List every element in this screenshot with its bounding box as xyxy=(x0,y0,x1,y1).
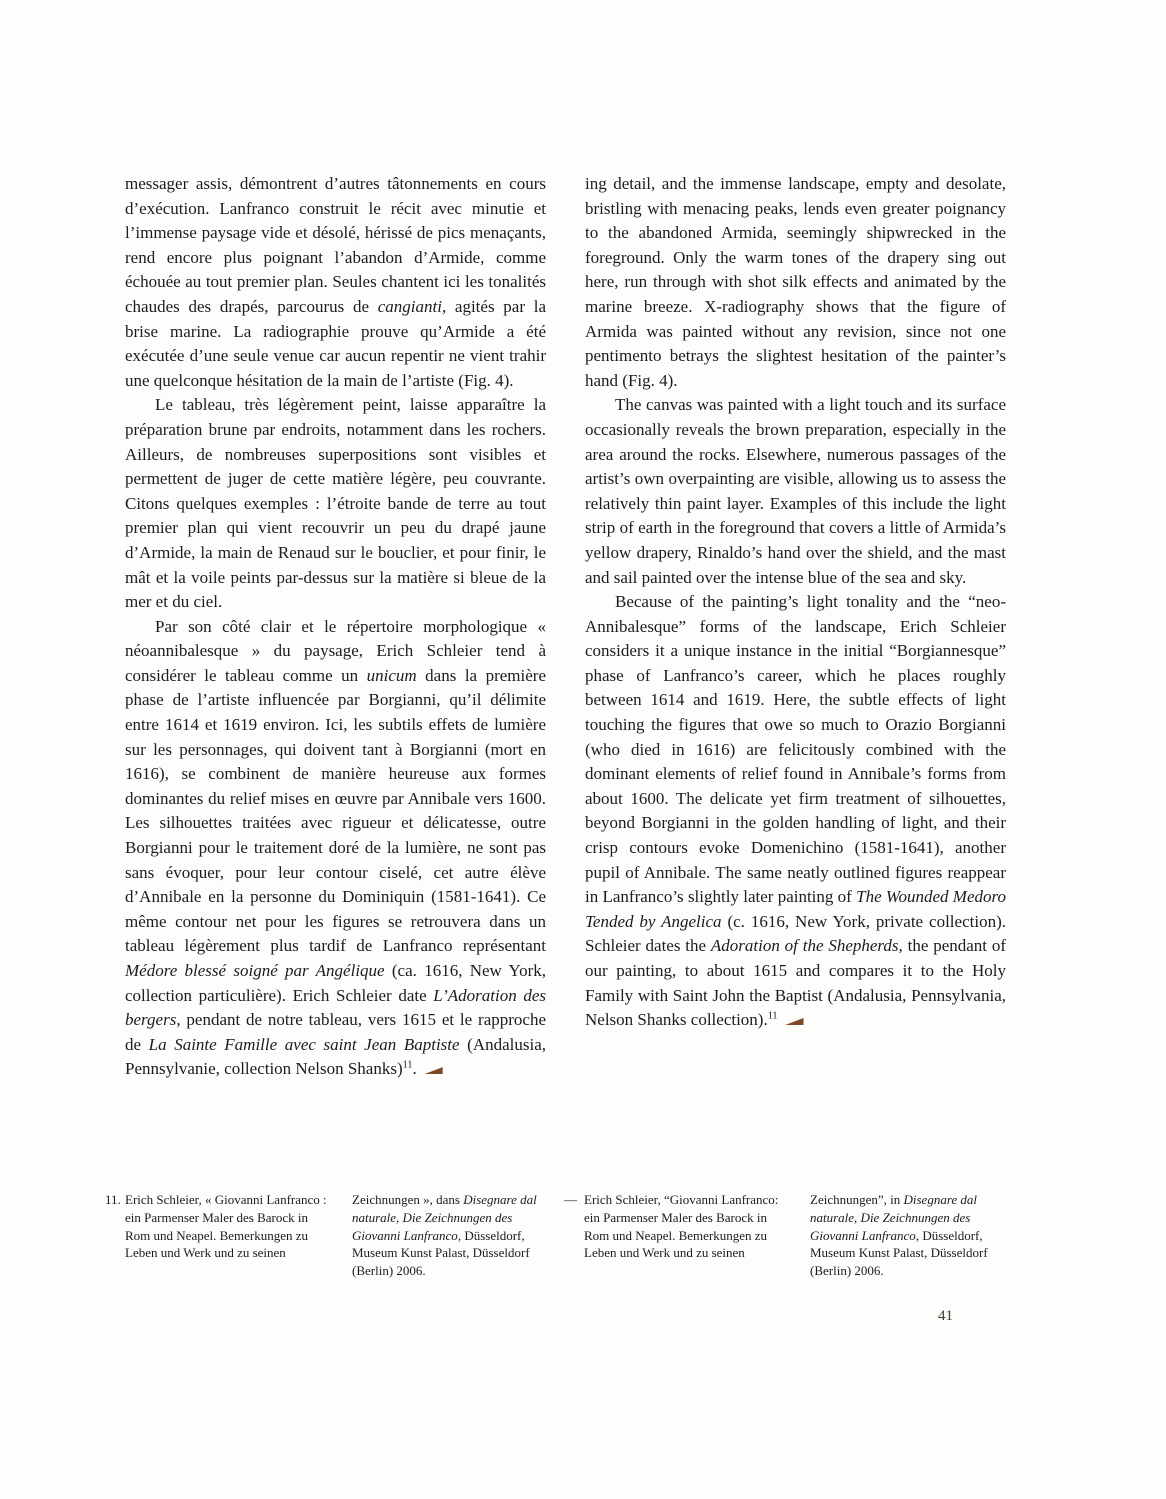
english-text-column xyxy=(585,172,1006,1082)
italic-text-run: La Sainte Famille avec saint Jean Baptiste xyxy=(148,1034,460,1054)
text-run: ing detail, and the immense landscape, empty and desolate, bristling with menacing peaks, lends even greater poignancy to the abandoned Armida, seemingly shipwrecked in the foreground. Only the warm tones of the drapery sing out here, run through with shot silk effects and animated by the marine breeze. X-radiography shows that the figure of Armida was painted without any revision, since not one pentimento betrays the slightest hesitation of the painter’s hand (Fig. 4). xyxy=(585,174,1006,390)
text-run: , agités par la brise marine. La radiographie prouve qu’Armide a été exécutée d’une seule venue car aucun repentir ne vient trahir une quelconque hésitation de la main de l’artiste (Fig. 4). xyxy=(125,296,546,390)
italic-text-run: unicum xyxy=(366,665,417,685)
text-run: Par son côté clair et le répertoire morphologique « néoannibalesque » du paysage, Erich Schleier tend à considérer le tableau comme un xyxy=(125,616,546,685)
italic-text-run: The Wounded Medoro Tended by Angelica xyxy=(585,887,1006,931)
paragraph xyxy=(105,1191,335,1262)
footnote-reference: 11 xyxy=(402,1059,413,1071)
text-run: , pendant de notre tableau, vers 1615 et le rapproche de xyxy=(125,1010,546,1054)
end-of-article-marker-icon xyxy=(424,1066,443,1074)
paragraph xyxy=(585,172,1006,393)
paragraph xyxy=(564,1191,784,1262)
main-text-columns xyxy=(125,172,1006,1082)
text-run: , the pendant of our painting, to about 1615 and compares it to the Holy Family with Saint John the Baptist (Andalusia, Pennsylvania, Nelson Shanks collection). xyxy=(585,936,1006,1030)
text-run: (Andalusia, Pennsylvanie, collection Nelson Shanks) xyxy=(125,1034,547,1079)
italic-text-run: Disegnare dal naturale, Die Zeichnungen des Giovanni Lanfranco xyxy=(352,1192,537,1243)
text-run: (ca. 1616, New York, collection particulière). Erich Schleier date xyxy=(125,961,546,1005)
text-run: messager assis, démontrent d’autres tâtonnements en cours d’exécution. Lanfranco construit le récit avec minutie et l’immense paysage vide et désolé, hérissé de pics menaçants, rend encore plus poignant l’abandon d’Armide, comme échouée au tout premier plan. Seules chantent ici les tonalités chaudes des drapés, parcourus de xyxy=(125,174,546,316)
text-run: . xyxy=(412,1059,417,1079)
text-run: (c. 1616, New York, private collection). Schleier dates the xyxy=(585,911,1006,956)
paragraph xyxy=(125,615,546,1082)
paragraph xyxy=(585,590,1006,1033)
italic-text-run: cangianti xyxy=(377,296,442,316)
footnote-reference: 11 xyxy=(767,1010,778,1022)
footnote-english-part2 xyxy=(810,1191,1010,1280)
text-run: Erich Schleier, « Giovanni Lanfranco : ein Parmenser Maler des Barock in Rom und Neapel. Bemerkungen zu Leben und Werk und zu seinen xyxy=(125,1192,327,1261)
footnote-english-part1 xyxy=(564,1191,784,1262)
footnotes-section xyxy=(105,1191,1025,1291)
end-of-article-marker-icon xyxy=(785,1017,804,1025)
text-run: The canvas was painted with a light touch and its surface occasionally reveals the brown preparation, especially in the area around the rocks. Elsewhere, numerous passages of the artist’s own overpainting are visible, allowing us to assess the relatively thin paint layer. Examples of this include the light strip of earth in the foreground that covers a little of Armida’s yellow drapery, Rinaldo’s hand over the shield, and the mast and sail painted over the intense blue of the sea and sky. xyxy=(585,395,1006,587)
italic-text-run: L’Adoration des bergers xyxy=(125,985,546,1030)
text-run: , Düsseldorf, Museum Kunst Palast, Düsseldorf (Berlin) 2006. xyxy=(810,1227,988,1279)
italic-text-run: Adoration of the Shepherds xyxy=(710,936,899,956)
paragraph xyxy=(810,1191,1010,1280)
paragraph xyxy=(125,393,546,614)
text-run: Erich Schleier, “Giovanni Lanfranco: ein Parmenser Maler des Barock in Rom und Neapel. Bemerkungen zu Leben und Werk und zu seinen xyxy=(584,1192,779,1261)
text-run: Zeichnungen », dans xyxy=(352,1192,464,1207)
text-run: Because of the painting’s light tonality and the “neo-Annibalesque” forms of the landscape, Erich Schleier considers it a unique instance in the initial “Borgiannesque” phase of Lanfranco’s career, which he places roughly between 1614 and 1619. Here, the subtle effects of light touching the figures that owe so much to Orazio Borgianni (who died in 1616) are felicitously combined with the dominant elements of relief found in Annibale’s forms from about 1600. The delicate yet firm treatment of silhouettes, beyond Borgianni in the golden handling of light, and their crisp contours evoke Domenichino (1581-1641), another pupil of Annibale. The same neatly outlined figures reappear in Lanfranco’s slightly later painting of xyxy=(585,592,1006,907)
french-text-column xyxy=(125,172,546,1082)
italic-text-run: Médore blessé soigné par Angélique xyxy=(125,961,385,980)
text-run: dans la première phase de l’artiste influencée par Borgianni, qu’il délimite entre 1614 et 1619 environ. Ici, les subtils effets de lumière sur les personnages, qui doivent tant à Borgianni (mort en 1616), se combinent de manière heureuse aux formes dominantes du relief mises en œuvre par Annibale vers 1600. Les silhouettes traitées avec rigueur et délicatesse, outre Borgianni pour le traitement doré de la lumière, ne sont pas sans évoquer, pour leur contour ciselé, cet autre élève d’Annibale en la personne du Dominiquin (1581-1641). Ce même contour net pour les figures se retrouvera dans un tableau légèrement plus tardif de Lanfranco représentant xyxy=(125,665,546,956)
text-run: Zeichnungen”, in xyxy=(810,1192,904,1207)
footnote-marker: 11. xyxy=(105,1192,121,1207)
text-run: , Düsseldorf, Museum Kunst Palast, Düsseldorf (Berlin) 2006. xyxy=(352,1227,530,1279)
paragraph xyxy=(352,1191,552,1280)
italic-text-run: Disegnare dal naturale, Die Zeichnungen des Giovanni Lanfranco xyxy=(810,1192,978,1243)
footnote-french-part2 xyxy=(352,1191,552,1280)
footnote-french-part1 xyxy=(105,1191,335,1262)
text-run: Le tableau, très légèrement peint, laisse apparaître la préparation brune par endroits, notamment dans les rochers. Ailleurs, de nombreuses superpositions sont visibles et permettent de juger de cette matière légère, peu couvrante. Citons quelques exemples : l’étroite bande de terre au tout premier plan qui vient recouvrir un peu du drapé jaune d’Armide, la main de Renaud sur le bouclier, et pour finir, le mât et la voile peints par-dessus sur la matière si bleue de la mer et du ciel. xyxy=(125,395,546,612)
page-number: 41 xyxy=(938,1308,953,1324)
paragraph xyxy=(585,393,1006,590)
footnote-marker: — xyxy=(564,1192,577,1207)
paragraph xyxy=(125,172,546,393)
